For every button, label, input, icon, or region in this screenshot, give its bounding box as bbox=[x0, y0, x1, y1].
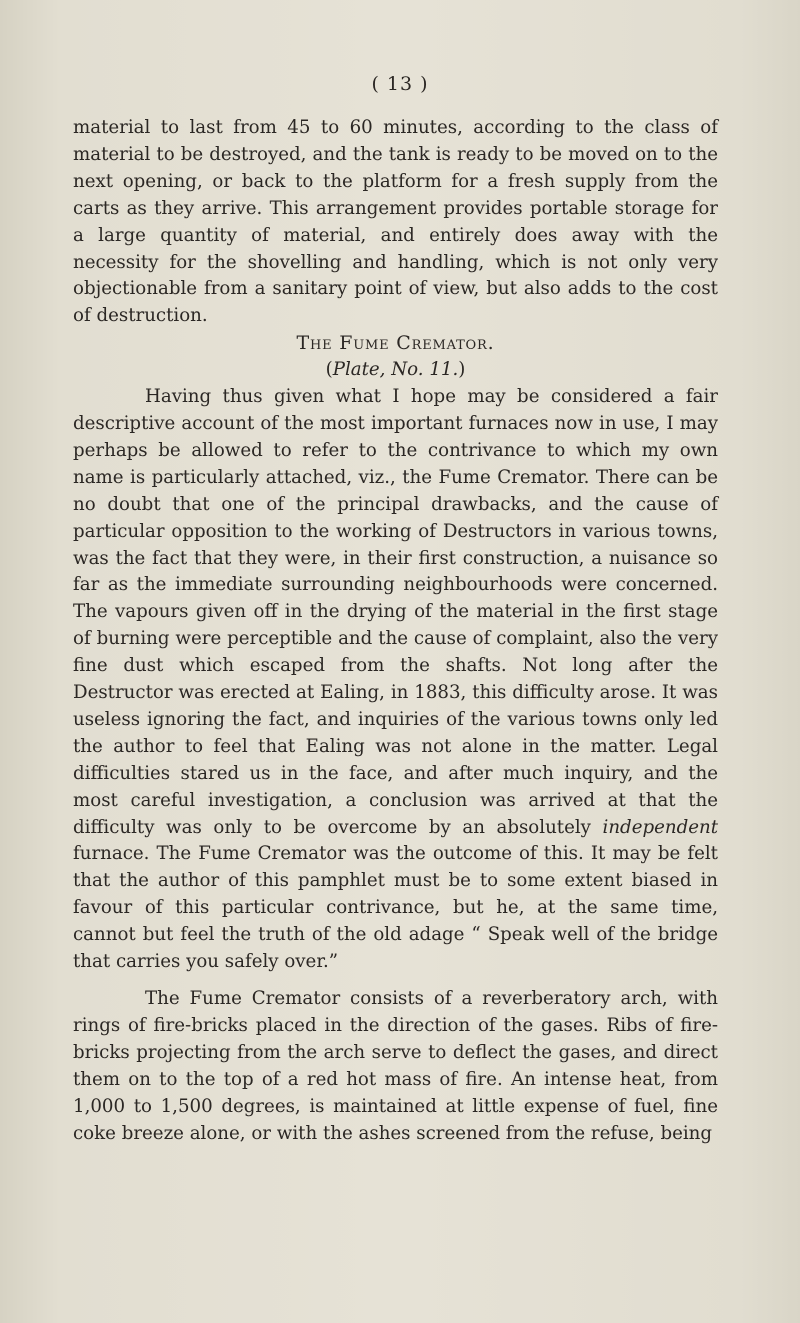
plate-reference-open: ( bbox=[325, 359, 333, 381]
paragraph-fume-cremator-description: The Fume Cremator consists of a reverberatory arch, with rings of fire-bricks placed in the direction of the gases. Ribs of fire-bricks projecting from the arch serve to deflect the gases, and direct them on to the top of a red hot mass of fire. An intense heat, from 1,000 to 1,500 degrees, is maintained at little expense of fuel, fine coke breeze alone, or with the ashes screened from the refuse, being bbox=[73, 988, 718, 1144]
paragraph-text-b: furnace. The Fume Cremator was the outcome of this. It may be felt that the author of this pamphlet must be to some extent biased in favour of this particular contrivance, but he, at the same time, cannot but feel the truth of the old adage “ Speak well of the bridge that carries you safely over.” bbox=[73, 843, 718, 973]
paragraph-fume-cremator-intro bbox=[73, 384, 718, 976]
paragraph-continuation: material to last from 45 to 60 minutes, according to the class of material to be destroyed, and the tank is ready to be moved on to the next opening, or back to the platform for a fresh supply from the carts as they arrive. This arrangement provides portable storage for a large quantity of material, and entirely does away with the necessity for the shovelling and handling, which is not only very objectionable from a sanitary point of view, but also adds to the cost of destruction. bbox=[73, 117, 718, 327]
page-number: ( 13 ) bbox=[371, 73, 429, 95]
plate-reference bbox=[73, 357, 718, 384]
paragraph-emphasis: independent bbox=[602, 816, 718, 838]
plate-reference-close: ) bbox=[458, 359, 466, 381]
section-heading: The Fume Cremator. bbox=[296, 332, 495, 355]
plate-reference-italic: Plate, No. 11. bbox=[332, 359, 459, 381]
paragraph-text-a: Having thus given what I hope may be considered a fair descriptive account of the most important furnaces now in use, I may perhaps be allowed to refer to the contrivance to which my own name is particularly attached, viz., the Fume Cremator. There can be no doubt that one of the principal drawbacks, and the cause of particular opposition to the working of Destructors in various towns, was the fact that they were, in their first construction, a nuisance so far as the immediate surrounding neighbourhoods were concerned. The vapours given off in the drying of the material in the first stage of burning were perceptible and the cause of complaint, also the very fine dust which escaped from the shafts. Not long after the Destructor was erected at Ealing, in 1883, this difficulty arose. It was useless ignoring the fact, and inquiries of the various towns only led the author to feel that Ealing was not alone in the matter. Legal difficulties stared us in the face, and after much inquiry, and the most careful investigation, a conclusion was arrived at that the difficulty was only to be overcome by an absolutely bbox=[73, 386, 718, 838]
body-text bbox=[73, 115, 718, 1147]
